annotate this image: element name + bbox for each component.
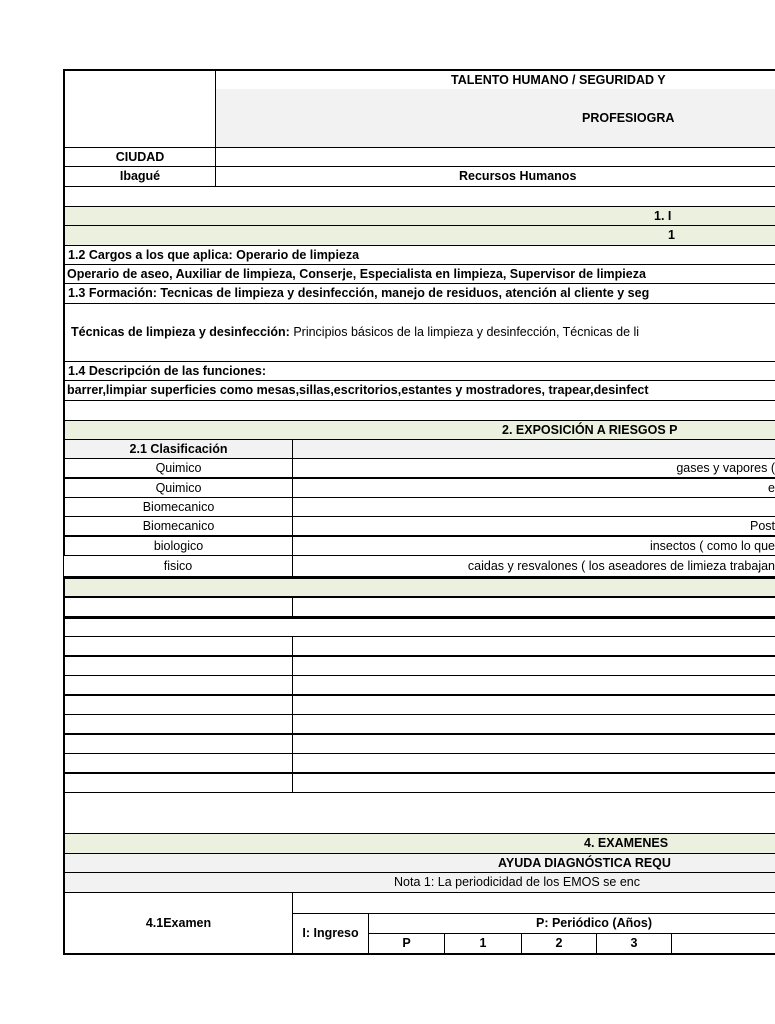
city-value: Ibagué [63, 166, 216, 187]
cargos-label: 1.2 Cargos a los que aplica: Operario de limpieza [63, 245, 775, 265]
blank-table-cell [63, 714, 293, 734]
blank-table-cell [63, 734, 293, 754]
section2-title: 2. EXPOSICIÓN A RIESGOS P [63, 420, 775, 440]
header-title-line2: PROFESIOGRA [215, 89, 775, 148]
class-header: 2.1 Clasificación [63, 439, 293, 459]
blank-table-cell [292, 656, 775, 676]
riesgo-detalle [292, 497, 775, 517]
riesgo-clase: biologico [63, 536, 293, 556]
riesgo-clase: Quimico [63, 478, 293, 498]
blank-table-cell [292, 675, 775, 695]
funciones-label: 1.4 Descripción de las funciones: [63, 361, 775, 381]
tecnicas [63, 303, 775, 362]
blank-table-cell [63, 656, 293, 676]
section4-subtitle: AYUDA DIAGNÓSTICA REQU [63, 853, 775, 873]
riesgo-detalle: insectos ( como lo que [292, 536, 775, 556]
section3-title [63, 577, 775, 598]
period-col-1: 1 [444, 933, 522, 955]
logo-cell [63, 69, 216, 148]
blank-table-cell [63, 636, 293, 656]
blank-table-cell [63, 753, 293, 773]
blank-table-cell [292, 636, 775, 656]
blank-row-2 [63, 400, 775, 421]
period-col-blank [671, 933, 775, 955]
riesgo-clase: Biomecanico [63, 497, 293, 517]
blank-table-cell [292, 597, 775, 617]
section1-title: 1. I [63, 206, 775, 226]
blank-table-row [63, 617, 775, 637]
ingreso-label: I: Ingreso [292, 913, 369, 955]
blank-table-cell [292, 773, 775, 793]
section4-note: Nota 1: La periodicidad de los EMOS se enc [63, 872, 775, 893]
spreadsheet [63, 69, 775, 955]
period-col-3: 3 [596, 933, 672, 955]
city-label: CIUDAD [63, 147, 216, 167]
riesgo-clase: fisico [63, 555, 293, 577]
period-col-2: 2 [521, 933, 597, 955]
examen-top-right [292, 892, 775, 914]
header-title-line1: TALENTO HUMANO / SEGURIDAD Y [215, 69, 775, 90]
blank-table-cell [63, 597, 293, 617]
blank-row [63, 186, 775, 207]
blank-table-row [63, 792, 775, 834]
city-right-blank [215, 147, 775, 167]
cargos-list: Operario de aseo, Auxiliar de limpieza, Conserje, Especialista en limpieza, Supervisor de limpieza [63, 264, 775, 284]
tecnicas-text: Principios básicos de la limpieza y desinfección, Técnicas de li [289, 325, 640, 340]
riesgo-detalle: Post [292, 516, 775, 536]
funciones-text: barrer,limpiar superficies como mesas,sillas,escritorios,estantes y mostradores, trapear,desinfect [63, 380, 775, 401]
tecnicas-bold: Técnicas de limpieza y desinfección: [71, 325, 290, 340]
area-value: Recursos Humanos [215, 166, 775, 187]
riesgo-detalle: e [292, 478, 775, 498]
class-header-right [292, 439, 775, 459]
section1-subtitle: 1 [63, 225, 775, 246]
riesgo-clase: Biomecanico [63, 516, 293, 536]
riesgo-detalle: gases y vapores ( [292, 458, 775, 478]
blank-table-cell [292, 734, 775, 754]
blank-table-cell [63, 773, 293, 793]
periodico-label: P: Periódico (Años) [368, 913, 775, 934]
period-col-p: P [368, 933, 445, 955]
blank-table-cell [63, 675, 293, 695]
blank-table-cell [292, 714, 775, 734]
blank-table-cell [63, 695, 293, 715]
blank-table-cell [292, 753, 775, 773]
riesgo-detalle: caidas y resvalones ( los aseadores de limieza trabajan [292, 555, 775, 577]
examen-label: 4.1Examen [63, 892, 293, 955]
section4-title: 4. EXAMENES [63, 833, 775, 854]
blank-table-cell [292, 695, 775, 715]
formacion: 1.3 Formación: Tecnicas de limpieza y desinfección, manejo de residuos, atención al cliente y seg [63, 283, 775, 304]
riesgo-clase: Quimico [63, 458, 293, 478]
